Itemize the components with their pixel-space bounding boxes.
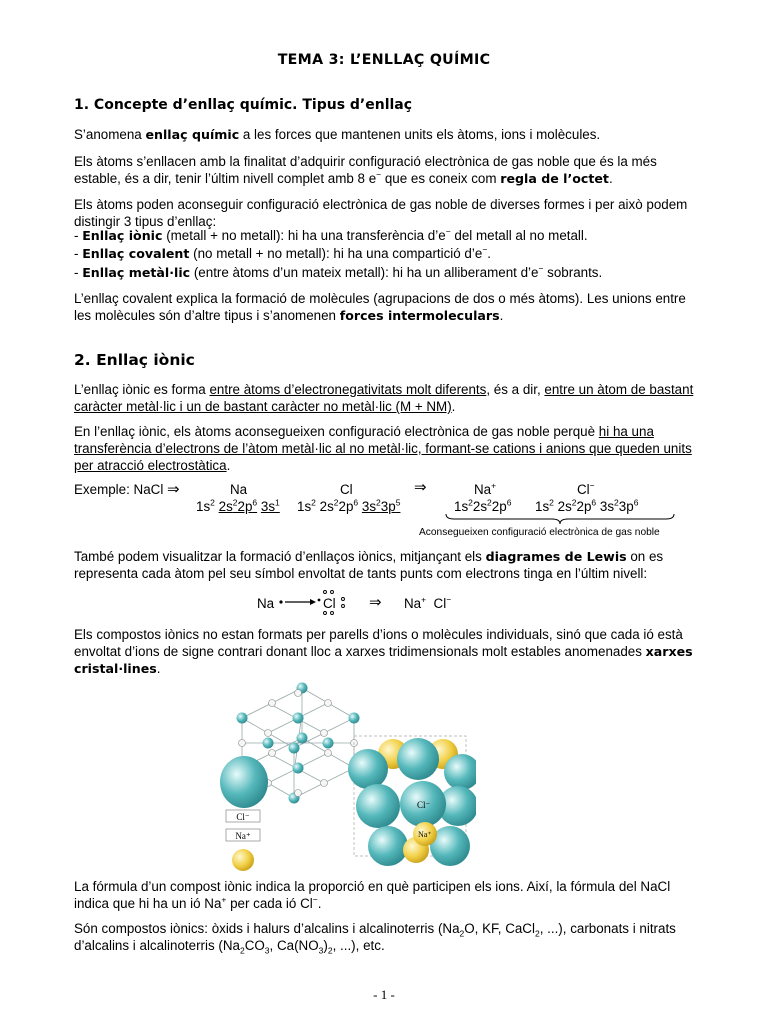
s2-paragraph-6: Són compostos iònics: òxids i halurs d’alcalins i alcalinoterris ($Na_2O$, KF, CaCl$_2$, ...), carbonats i nitrats d’alcalins i alcalinoterris ($Na_2CO_3$, $Ca(NO_3)_2$, ...), etc. <box>74 921 676 956</box>
implies-arrow-3: ⇒ <box>369 594 382 611</box>
s2-paragraph-4: Els compostos iònics no estan formats per parells d’ions o molècules individuals, sinó que cada ió està envoltat d’ions de signe contrari donant lloc a xarxes tridimensionals molt estables anomenades xarxes cristal·lines. <box>74 627 693 676</box>
cl-ion-legend-ball <box>220 756 268 808</box>
space-filling-model <box>348 736 476 866</box>
crystal-lattice-figure <box>218 674 476 872</box>
na-legend-label: Na⁺ <box>235 831 251 841</box>
cl-ion-symbol: Cl− <box>577 480 595 497</box>
cl-configuration: $1s^2$ $2s^22p^6$ $3s^23p^5$ <box>297 497 401 514</box>
gas-noble-note: Aconsegueixen configuració electrònica de gas noble <box>419 527 660 538</box>
lewis-diagram-graphic <box>276 588 352 616</box>
cl-ion-configuration: $1s^2$ $2s^22p^6$ $3s^23p^6$ <box>535 497 639 514</box>
cl-legend-label: Cl⁻ <box>236 812 250 822</box>
implies-arrow-1: ⇒ <box>167 481 180 498</box>
bond-type-metallic: - Enllaç metàl·lic (entre àtoms d’un mateix metall): hi ha un alliberament d’e− sobrants. <box>74 263 603 280</box>
s1-paragraph-1: S’anomena enllaç químic a les forces que mantenen units els àtoms, ions i molècules. <box>74 127 601 142</box>
na-ion-configuration: $1s^22s^22p^6$ <box>454 497 512 514</box>
na-ion-symbol: Na+ <box>474 480 497 497</box>
implies-arrow-2: ⇒ <box>414 479 427 496</box>
na-symbol: Na <box>230 482 248 497</box>
s2-paragraph-5: La fórmula d’un compost iònic indica la proporció en què participen els ions. Així, la fórmula del NaCl indica que hi ha un ió Na+ per cada ió Cl−. <box>74 879 671 911</box>
lewis-result: Na+ Cl− <box>404 594 452 611</box>
cl-symbol: Cl <box>340 482 353 497</box>
bond-type-ionic: - Enllaç iònic (metall + no metall): hi ha una transferència d’e− del metall al no metall. <box>74 226 588 243</box>
bond-type-covalent: - Enllaç covalent (no metall + no metall): hi ha una compartició d’e−. <box>74 244 492 261</box>
na-ion-legend-ball <box>232 849 254 871</box>
lewis-cl: Cl <box>323 596 336 611</box>
s2-paragraph-1: L’enllaç iònic es forma entre àtoms d’electronegativitats molt diferents, és a dir, entre un àtom de bastant caràcter metàl·lic i un de bastant caràcter no metàl·lic (M + NM). <box>74 382 694 414</box>
s2-paragraph-3: També podem visualitzar la formació d’enllaços iònics, mitjançant els diagrames de Lewis on es representa cada àtom pel seu símbol envoltat de tants punts com electrons tinga en l’últim nivell: <box>74 549 664 581</box>
s1-paragraph-4: L’enllaç covalent explica la formació de molècules (agrupacions de dos o més àtoms). Les unions entre les molècules són d’altre tipus i s’anomenen forces intermoleculars. <box>74 291 686 323</box>
na-configuration: $1s^2$ $2s^22p^6$ $3s^1$ <box>196 497 280 514</box>
lewis-na: Na <box>257 596 275 611</box>
page-title: TEMA 3: L’ENLLAÇ QUÍMIC <box>277 52 491 68</box>
section-2-heading: 2. Enllaç iònic <box>74 351 195 369</box>
example-label: Exemple: NaCl ⇒ <box>74 481 180 498</box>
section-1-heading: 1. Concepte d’enllaç químic. Tipus d’enllaç <box>74 97 413 113</box>
s2-paragraph-2: En l’enllaç iònic, els àtoms aconsegueixen configuració electrònica de gas noble perquè hi ha una transferència d’electrons de l’àtom metàl·lic al no metàl·lic, formant-se cations i anions que queden units per atracció electrostàtica. <box>74 424 692 473</box>
cl-inner-label: Cl⁻ <box>417 800 431 810</box>
page-number: - 1 - <box>373 987 395 1002</box>
s1-paragraph-2: Els àtoms s’enllacen amb la finalitat d’adquirir configuració electrònica de gas noble que és la més estable, és a dir, tenir l’últim nivell complet amb 8 e− que es coneix com regla de l’octet. <box>74 154 657 186</box>
na-inner-label: Na⁺ <box>418 830 432 839</box>
s1-paragraph-3: Els àtoms poden aconseguir configuració electrònica de gas noble de diverses formes i per això podem distingir 3 tipus d’enllaç: <box>74 197 688 229</box>
